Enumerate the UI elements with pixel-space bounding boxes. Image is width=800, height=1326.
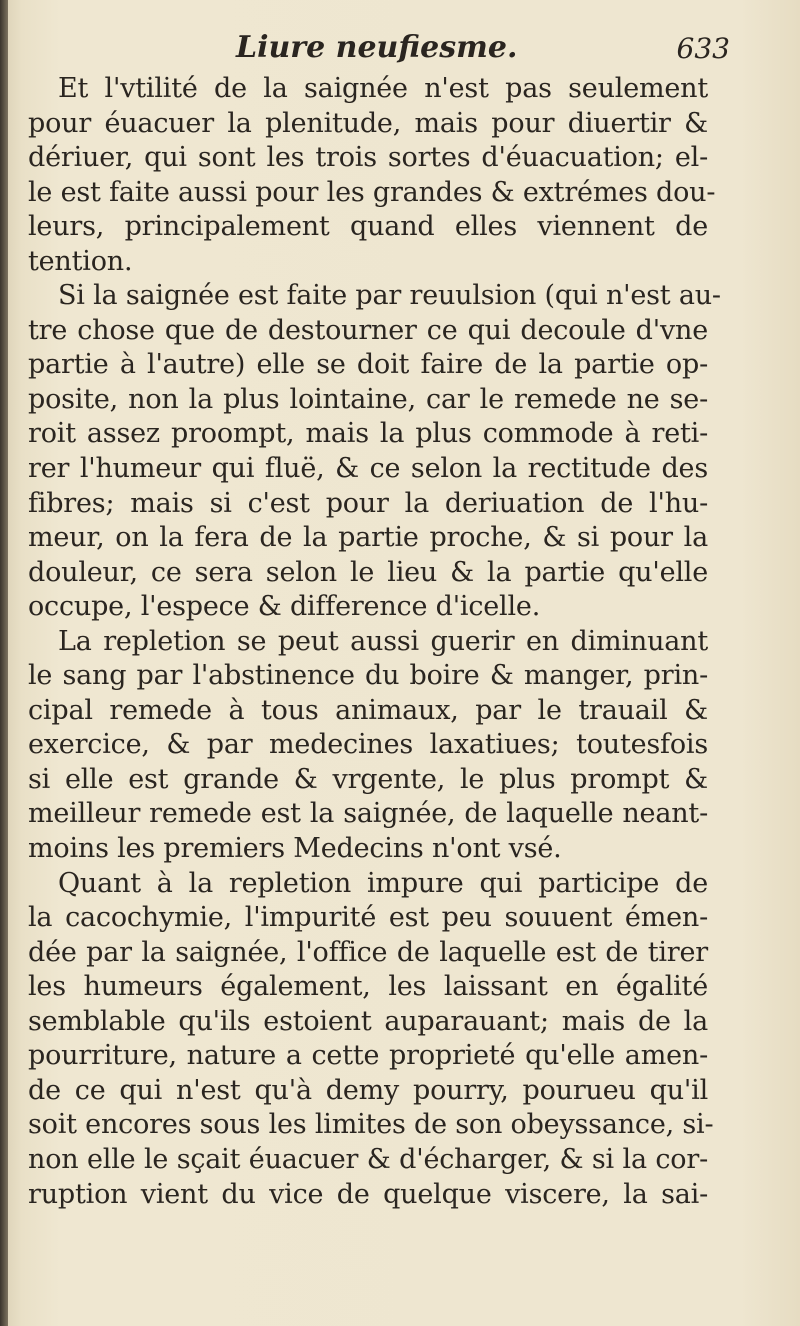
text-line: Quant à la repletion impure qui participe de bbox=[58, 867, 708, 899]
text-line: le est faite aussi pour les grandes & extrémes dou- bbox=[28, 176, 716, 208]
text-line: exercice, & par medecines laxatiues; toutesfois bbox=[28, 729, 708, 761]
text-line: occupe, l'espece & difference d'icelle. bbox=[28, 591, 541, 623]
text-line: cipal remede à tous animaux, par le trauail & bbox=[28, 694, 708, 726]
text-line: douleur, ce sera selon le lieu & la partie qu'elle bbox=[28, 556, 708, 588]
text-line: non elle le sçait éuacuer & d'écharger, & si la cor- bbox=[28, 1143, 708, 1175]
text-line: semblable qu'ils estoient auparauant; mais de la bbox=[28, 1005, 708, 1037]
text-line: leurs, principalement quand elles viennent de bbox=[28, 211, 708, 243]
text-line: les humeurs également, les laissant en égalité bbox=[28, 971, 708, 1003]
text-line: pourriture, nature a cette proprieté qu'elle amen- bbox=[28, 1040, 708, 1072]
text-line: meur, on la fera de la partie proche, & si pour la bbox=[28, 522, 708, 554]
text-line: rer l'humeur qui fluë, & ce selon la rectitude des bbox=[28, 453, 708, 485]
text-line: fibres; mais si c'est pour la deriuation de l'hu- bbox=[28, 487, 708, 519]
body-text bbox=[28, 72, 721, 1212]
text-line: dériuer, qui sont les trois sortes d'éuacuation; el- bbox=[28, 142, 708, 174]
text-line: tention. bbox=[28, 245, 133, 277]
page-number: 633 bbox=[676, 32, 730, 65]
running-title: Liure neufiesme. bbox=[236, 30, 518, 65]
text-line: pour éuacuer la plenitude, mais pour diuertir & bbox=[28, 107, 708, 139]
book-binding-edge bbox=[0, 0, 8, 1326]
text-line: posite, non la plus lointaine, car le remede ne se- bbox=[28, 383, 708, 415]
text-line: ruption vient du vice de quelque viscere, la sai- bbox=[28, 1178, 708, 1210]
text-line: La repletion se peut aussi guerir en diminuant bbox=[58, 625, 708, 657]
text-line: la cacochymie, l'impurité est peu souuent émen- bbox=[28, 902, 708, 934]
text-line: roit assez proompt, mais la plus commode à reti- bbox=[28, 418, 708, 450]
text-line: Et l'vtilité de la saignée n'est pas seulement bbox=[58, 73, 708, 104]
text-line: si elle est grande & vrgente, le plus prompt & bbox=[28, 763, 708, 795]
text-line: partie à l'autre) elle se doit faire de la partie op- bbox=[28, 349, 708, 381]
text-line: Si la saignée est faite par reuulsion (qui n'est au- bbox=[58, 280, 721, 312]
text-line: soit encores sous les limites de son obeyssance, si- bbox=[28, 1109, 714, 1141]
text-line: le sang par l'abstinence du boire & manger, prin- bbox=[28, 660, 708, 692]
text-line: tre chose que de destourner ce qui decoule d'vne bbox=[28, 314, 708, 346]
text-line: meilleur remede est la saignée, de laquelle neant- bbox=[28, 798, 708, 830]
page-header bbox=[236, 30, 730, 74]
text-line: dée par la saignée, l'office de laquelle est de tirer bbox=[28, 936, 708, 968]
text-line: moins les premiers Medecins n'ont vsé. bbox=[28, 833, 562, 865]
text-line: de ce qui n'est qu'à demy pourry, pourueu qu'il bbox=[28, 1074, 708, 1106]
